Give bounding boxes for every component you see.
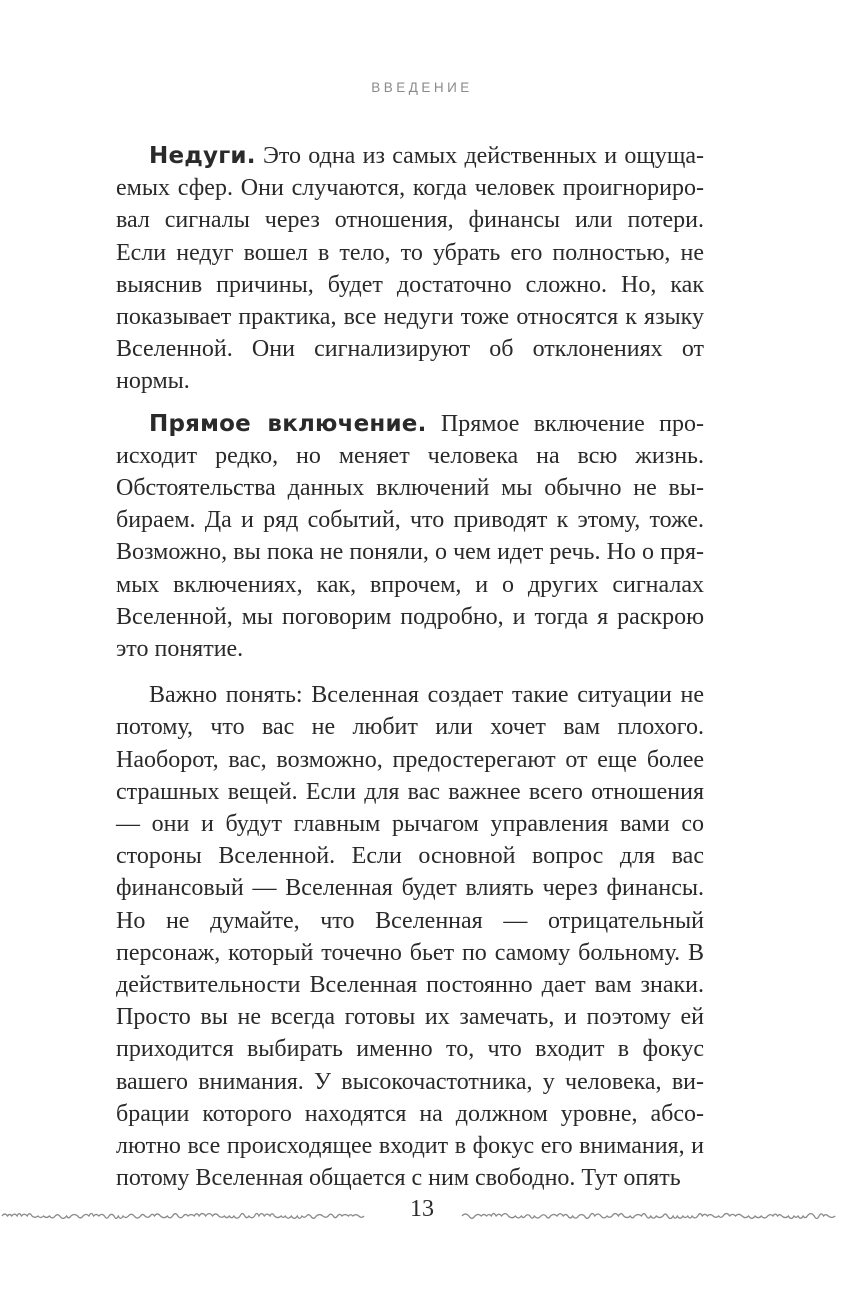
body-text [116, 140, 704, 1195]
page-footer [0, 1196, 844, 1236]
paragraph-direct-inclusion-text: Прямое включение происходит редко, но меняет человека на всю жизнь. Обстоятельства данных включений мы обычно не выбираем. Да и ряд событий, что приводят к этому, тоже. Возможно, вы пока не поняли, о чем идет речь. Но о прямых включениях, как, впрочем, и о других сигналах Вселенной, мы поговорим подробно, и тогда я раскрою это понятие. [116, 410, 704, 663]
paragraph-important [116, 679, 704, 1194]
run-in-heading-ailments: Недуги. [149, 143, 256, 169]
paragraph-direct-inclusion [116, 408, 704, 666]
paragraph-ailments-text: Это одна из самых действенных и ощущаемых сфер. Они случаются, когда человек проигнорировал сигналы через отношения, финансы или потери. Если недуг вошел в тело, то убрать его полностью, не выяснив причины, будет достаточно сложно. Но, как показывает практика, все недуги тоже относятся к языку Вселенной. Они сигнализируют об отклонениях от нормы. [116, 143, 704, 395]
wavy-line-ornament-right [460, 1208, 844, 1224]
page-number: 13 [410, 1196, 434, 1222]
paragraph-ailments [116, 140, 704, 398]
paragraph-important-text: Важно понять: Вселенная создает такие ситуации не потому, что вас не любит или хочет вам плохого. Наоборот, вас, возможно, предостерегают от еще более страшных вещей. Если для вас важнее всего отношения — они и будут главным рычагом управления вами со стороны Вселенной. Если основной вопрос для вас финансовый — Вселенная будет влиять через финансы. Но не думайте, что Вселенная — отрицательный персонаж, который точечно бьет по самому больному. В действительности Вселенная постоянно дает вам знаки. Просто вы не всегда готовы их замечать, и поэтому ей приходится выбирать именно то, что входит в фокус вашего внимания. У высокочастотника, у человека, вибрации которого находятся на должном уровне, абсолютно все происходящее входит в фокус его внимания, и потому Вселенная общается с ним свободно. Тут опять [116, 682, 704, 1192]
run-in-heading-direct-inclusion: Прямое включение. [149, 410, 427, 437]
running-header: ВВЕДЕНИЕ [371, 80, 473, 95]
